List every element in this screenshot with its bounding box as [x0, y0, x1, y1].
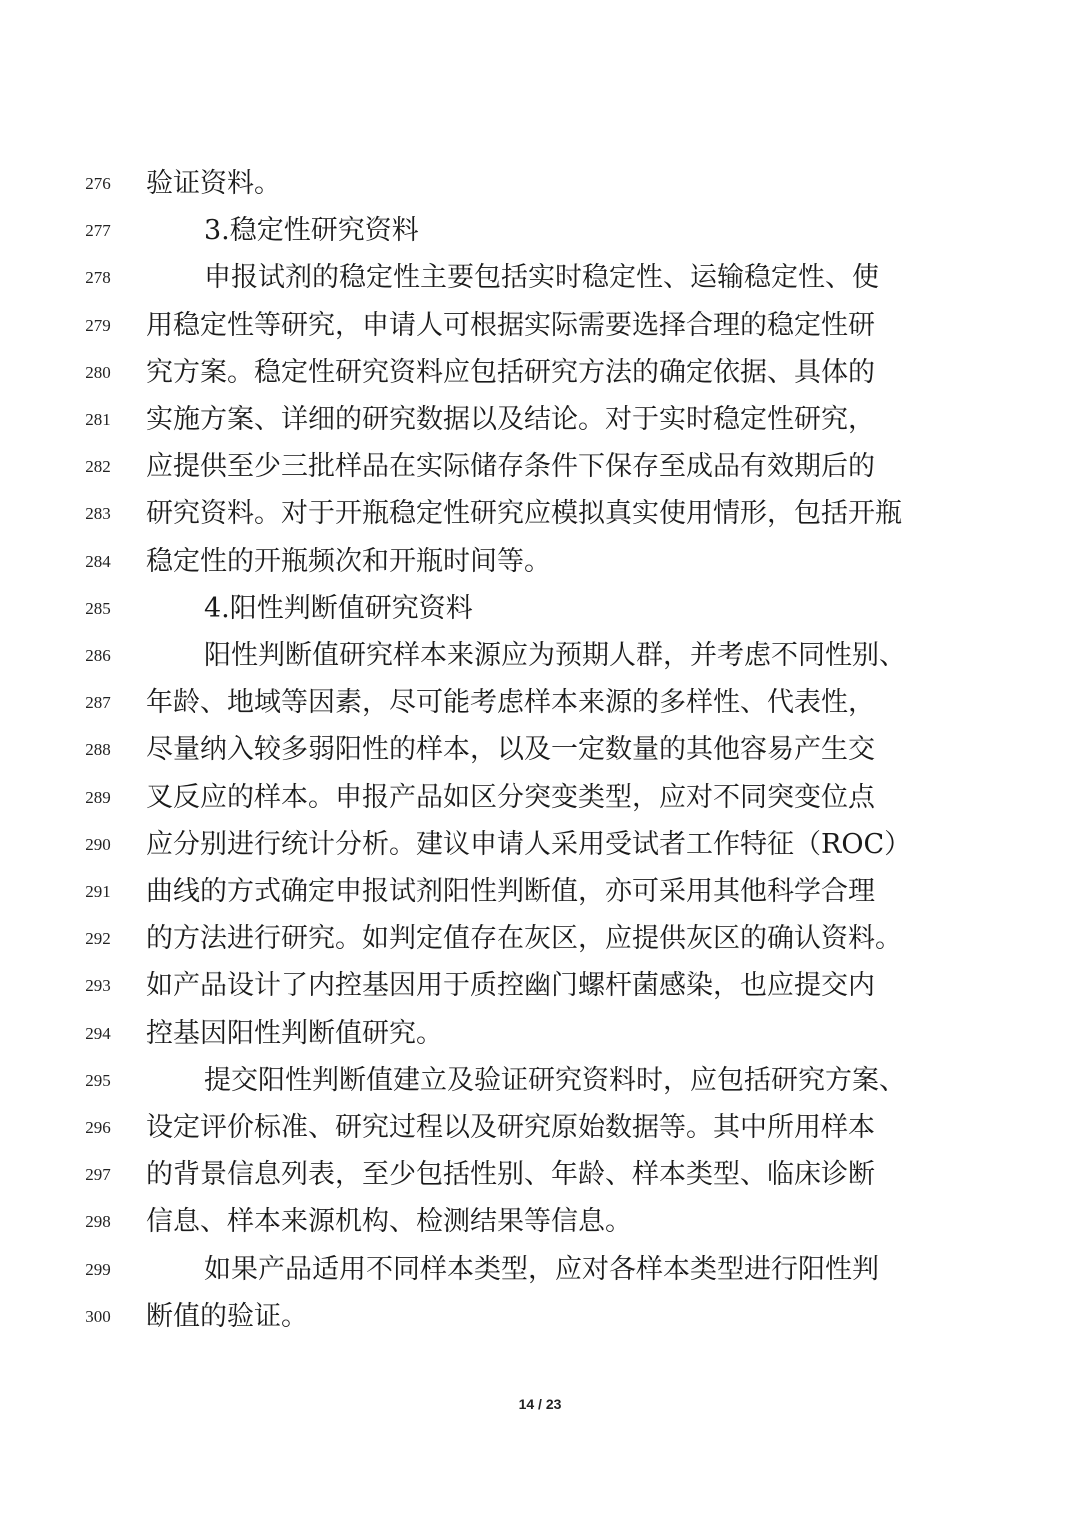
line-number: 298: [85, 1212, 111, 1232]
text-line: [0, 490, 1080, 537]
line-number: 276: [85, 174, 111, 193]
line-text: 曲线的方式确定申报试剂阳性判断值，亦可采用其他科学合理: [146, 876, 875, 907]
line-number: 299: [85, 1259, 111, 1279]
line-number: 282: [85, 457, 111, 477]
text-line: [0, 1057, 1080, 1104]
text-line: [0, 915, 1080, 962]
line-number: 293: [85, 976, 111, 996]
line-text: 的背景信息列表，至少包括性别、年龄、样本类型、临床诊断: [146, 1159, 875, 1191]
line-text: 稳定性的开瓶频次和开瓶时间等。: [146, 545, 551, 577]
line-number: 292: [85, 929, 111, 949]
page-number: 14 / 23: [518, 1396, 562, 1412]
text-line: [0, 1198, 1080, 1245]
text-line: [0, 538, 1080, 585]
line-number: 300: [85, 1306, 111, 1326]
text-line: [0, 585, 1080, 632]
line-text: 年龄、地域等因素，尽可能考虑样本来源的多样性、代表性，: [146, 687, 875, 719]
text-line: [0, 1010, 1080, 1057]
text-line: [0, 632, 1080, 679]
line-text: 验证资料。: [146, 168, 281, 199]
line-number: 277: [85, 221, 111, 241]
line-number: 285: [85, 598, 111, 618]
line-text: 实施方案、详细的研究数据以及结论。对于实时稳定性研究，: [146, 404, 875, 435]
line-text: 申报试剂的稳定性主要包括实时稳定性、运输稳定性、使: [204, 262, 879, 294]
text-line: [0, 868, 1080, 915]
text-line: [0, 726, 1080, 773]
line-text: 的方法进行研究。如判定值存在灰区，应提供灰区的确认资料。: [146, 923, 902, 955]
text-line: [0, 302, 1080, 349]
line-text: 信息、样本来源机构、检测结果等信息。: [146, 1206, 632, 1238]
line-number: 279: [85, 315, 111, 335]
line-number: 280: [85, 362, 111, 382]
line-text: 4.阳性判断值研究资料: [204, 592, 473, 624]
line-text: 用稳定性等研究，申请人可根据实际需要选择合理的稳定性研: [146, 309, 875, 341]
line-number: 294: [85, 1023, 111, 1043]
line-text: 控基因阳性判断值研究。: [146, 1017, 443, 1049]
line-number: 278: [85, 268, 111, 288]
text-line: [0, 962, 1080, 1009]
line-text: 如产品设计了内控基因用于质控幽门螺杆菌感染，也应提交内: [146, 970, 875, 1002]
text-line: [0, 254, 1080, 301]
line-number: 286: [85, 646, 111, 665]
text-line: [0, 774, 1080, 821]
line-number: 284: [85, 551, 111, 571]
text-line: [0, 1151, 1080, 1198]
text-line: [0, 821, 1080, 868]
line-text: 提交阳性判断值建立及验证研究资料时，应包括研究方案、: [204, 1064, 906, 1096]
text-line: [0, 1293, 1080, 1340]
line-text: 阳性判断值研究样本来源应为预期人群，并考虑不同性别、: [204, 640, 906, 671]
line-number: 291: [85, 882, 111, 901]
line-text: 应分别进行统计分析。建议申请人采用受试者工作特征（ROC）: [146, 828, 912, 860]
line-number: 297: [85, 1165, 111, 1185]
line-number: 296: [85, 1118, 111, 1137]
line-text: 究方案。稳定性研究资料应包括研究方法的确定依据、具体的: [146, 356, 875, 388]
line-text: 断值的验证。: [146, 1300, 308, 1332]
text-line: [0, 207, 1080, 254]
line-text: 应提供至少三批样品在实际储存条件下保存至成品有效期后的: [146, 451, 875, 483]
line-text: 尽量纳入较多弱阳性的样本，以及一定数量的其他容易产生交: [146, 734, 875, 766]
line-number: 290: [85, 834, 111, 854]
text-line: [0, 1246, 1080, 1293]
text-line: [0, 1104, 1080, 1151]
line-text: 叉反应的样本。申报产品如区分突变类型，应对不同突变位点: [146, 781, 875, 813]
text-line: [0, 160, 1080, 207]
line-number: 295: [85, 1070, 111, 1090]
line-text: 如果产品适用不同样本类型，应对各样本类型进行阳性判: [204, 1253, 879, 1285]
text-line: [0, 443, 1080, 490]
line-number: 281: [85, 410, 111, 429]
line-number: 283: [85, 504, 111, 524]
line-text: 设定评价标准、研究过程以及研究原始数据等。其中所用样本: [146, 1112, 875, 1143]
text-line: [0, 679, 1080, 726]
line-text: 3.稳定性研究资料: [204, 215, 419, 247]
line-text: 研究资料。对于开瓶稳定性研究应模拟真实使用情形，包括开瓶: [146, 498, 902, 530]
text-line: [0, 349, 1080, 396]
line-number: 287: [85, 693, 111, 713]
line-number: 288: [85, 740, 111, 760]
text-line: [0, 396, 1080, 443]
line-number: 289: [85, 787, 111, 807]
